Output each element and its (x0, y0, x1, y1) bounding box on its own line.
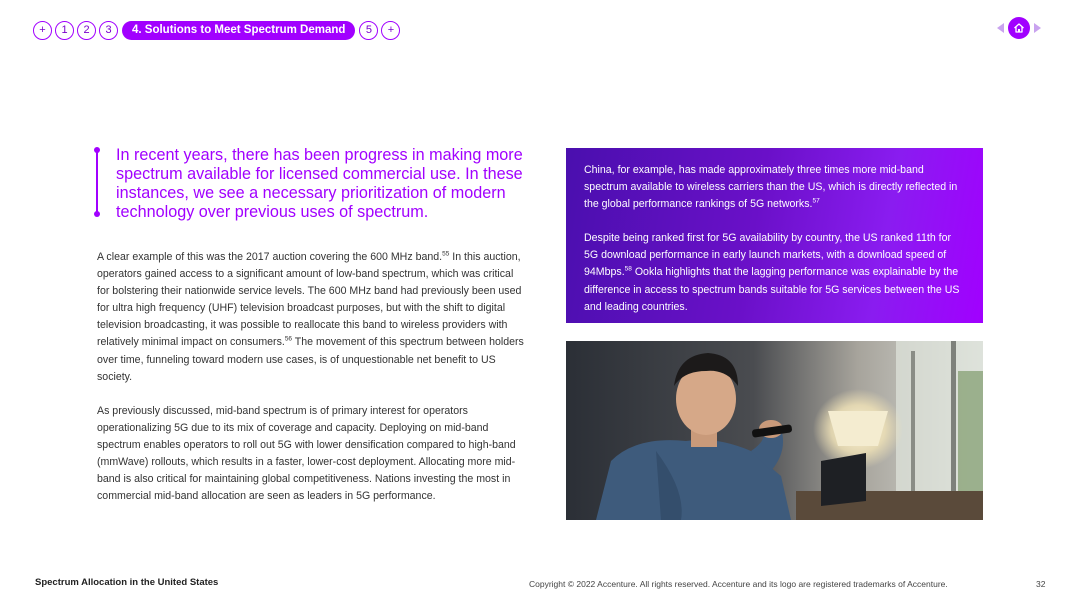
quote-bar (94, 147, 100, 217)
footnote-ref[interactable]: 55 (442, 250, 450, 258)
body-paragraph-2: As previously discussed, mid-band spectrum is of primary interest for operators operationalizing 5G due to its mix of coverage and capacity. Deploying on mid-band spectrum enables operators to roll out 5G with lower densification compared to high-band (mmWave) rollouts, which results in a faster, lower-cost deployment. Allocating more mid-band is also critical for maintaining global competitiveness. Nations investing the most in commercial mid-band allocation are seen as leaders in 5G performance. (97, 404, 516, 503)
nav-section-4-active[interactable]: 4. Solutions to Meet Spectrum Demand (122, 21, 355, 40)
home-button[interactable] (1008, 17, 1030, 39)
page-nav (997, 17, 1041, 39)
nav-section-5[interactable]: 5 (359, 21, 378, 40)
nav-expand-button[interactable]: + (33, 21, 52, 40)
photo-man-with-phone (566, 341, 983, 520)
next-page-icon[interactable] (1034, 23, 1041, 33)
footnote-ref[interactable]: 57 (812, 197, 820, 205)
nav-section-3[interactable]: 3 (99, 21, 118, 40)
nav-section-1[interactable]: 1 (55, 21, 74, 40)
callout-box (566, 148, 983, 323)
prev-page-icon[interactable] (997, 23, 1004, 33)
pull-quote: In recent years, there has been progress in making more spectrum available for licensed commercial use. In these instances, we see a necessary prioritization of modern technology over previous uses of spectrum. (116, 146, 523, 221)
footer-copyright: Copyright © 2022 Accenture. All rights reserved. Accenture and its logo are registered trademarks of Accenture. (529, 579, 948, 589)
callout-paragraph-2: Despite being ranked first for 5G availability by country, the US ranked 11th for 5G download performance in early launch markets, with a download speed of 94Mbps.$^{58}$ Ookla highlights that the lagging performance was explainable by the difference in access to spectrum bands suitable for 5G services between the US and leading countries. (584, 232, 960, 313)
body-paragraph-1: A clear example of this was the 2017 auction covering the 600 MHz band.$^{55}$ In this auction, operators gained access to a significant amount of low-band spectrum, which was critical for bolstering their nationwide service levels. The 600 MHz band had previously been used for ultra high frequency (UHF) television broadcast purposes, but with the shift to digital television broadcasting, it was possible to reallocate this band to wireless providers with relatively minimal impact on consumers.$^{56}$ The movement of this spectrum between holders over time, funneling toward modern use cases, is of unquestionable net benefit to US society. (97, 250, 524, 383)
nav-section-2[interactable]: 2 (77, 21, 96, 40)
callout-paragraph-1: China, for example, has made approximately three times more mid-band spectrum available to wireless carriers than the US, which is directly reflected in the global performance rankings of 5G networks.$^{57}$ (584, 164, 958, 211)
page-number: 32 (1036, 579, 1046, 589)
home-icon (1013, 22, 1025, 34)
footnote-ref[interactable]: 58 (624, 265, 632, 273)
nav-more-button[interactable]: + (381, 21, 400, 40)
section-nav (33, 20, 400, 40)
footnote-ref[interactable]: 56 (284, 335, 293, 343)
body-text (97, 249, 527, 522)
footer-title: Spectrum Allocation in the United States (35, 577, 219, 588)
